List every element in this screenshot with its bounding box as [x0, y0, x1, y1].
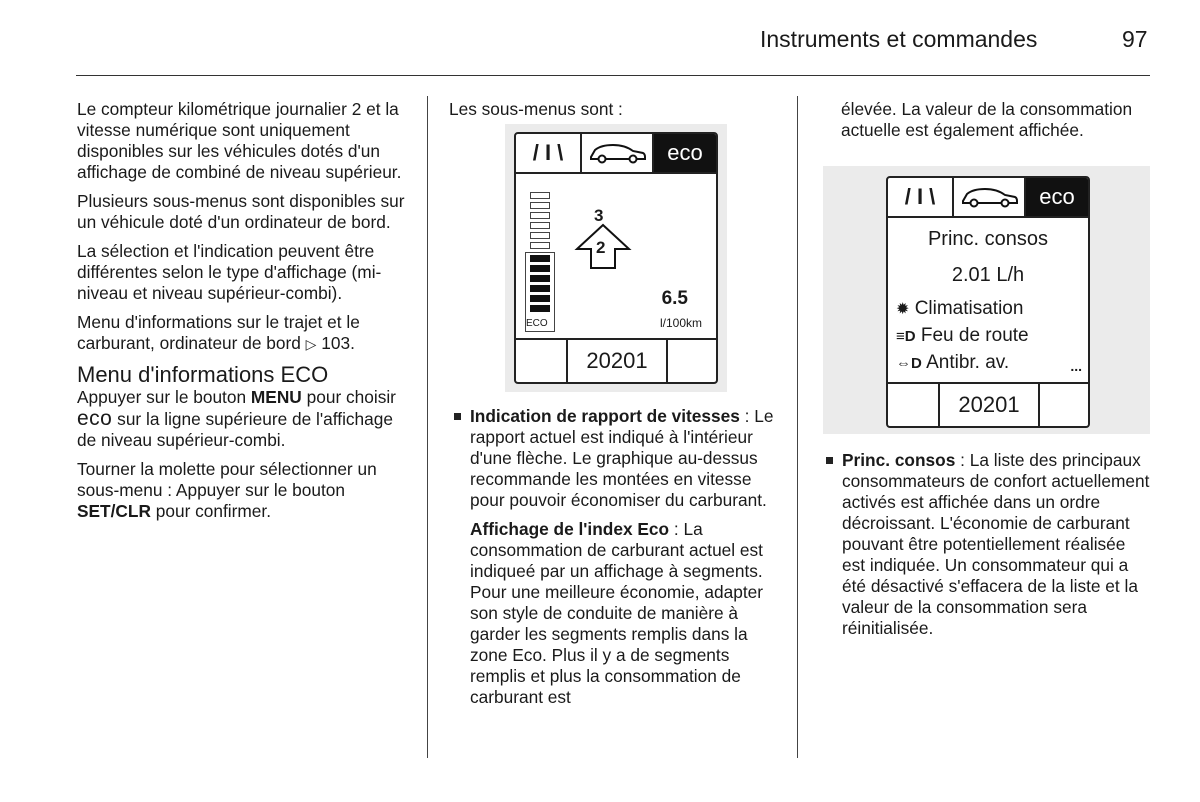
- column-divider-1: [427, 96, 428, 758]
- column-1: [77, 99, 409, 530]
- paragraph: Le compteur kilométrique journalier 2 et la vitesse numérique sont uniquement disponibles sur les véhicules dotés d'un affichage de combiné de niveau supérieur.: [77, 99, 402, 182]
- current-gear: 2: [596, 238, 606, 257]
- column-3-intro: [841, 99, 1153, 149]
- fog-light-icon: ⇔D: [896, 355, 922, 372]
- consumption-unit: l/100km: [659, 316, 702, 330]
- bullet-square-icon: [454, 413, 461, 420]
- screen-title: Princ. consos: [927, 228, 1049, 250]
- bullet-square-icon: [826, 457, 833, 464]
- text: pour choisir: [306, 387, 396, 407]
- odometer-cell-right: [1040, 384, 1088, 426]
- sub-text: : La consommation de carburant actuel est indiqueé par un affichage à segments. Pour une meilleure économie, adapter son style de conduite de manière à garder les segments remplis dans la zone Eco. Plus il y a de segments remplis et plus la consommation de carburant est: [470, 519, 763, 707]
- odometer-cell-left: [516, 340, 568, 382]
- text: Tourner la molette pour sélectionner un sous-menu : Appuyer sur le bouton: [77, 459, 377, 500]
- eco-segment-filled: [530, 265, 550, 272]
- high-beam-icon: ≡D: [896, 328, 916, 345]
- bullet-text: : Le rapport actuel est indiqué à l'intérieur d'une flèche. Le graphique au-dessus recommande les montées en vitesse pour pouvoir économiser du carburant.: [470, 406, 774, 510]
- sub-paragraph: [452, 519, 782, 708]
- text: sur la ligne supérieure de l'affichage de niveau supérieur-combi.: [77, 409, 393, 450]
- consumer-item: [896, 352, 1009, 374]
- tab-eco: eco: [654, 134, 716, 172]
- consumption-value: 6.5: [661, 288, 688, 309]
- eco-segment-filled: [530, 295, 550, 302]
- road-icon: / I \: [888, 178, 954, 216]
- paragraph: Les sous-menus sont :: [449, 99, 623, 119]
- consumers-screen: [886, 176, 1090, 428]
- text: pour confirmer.: [155, 501, 272, 521]
- text: Appuyer sur le bouton: [77, 387, 247, 407]
- paragraph: Plusieurs sous-menus sont disponibles sur un véhicule doté d'un ordinateur de bord.: [77, 191, 405, 232]
- screen-tabs: [888, 178, 1088, 218]
- eco-segment: [530, 212, 550, 219]
- page-reference: 103.: [321, 333, 355, 353]
- odometer: 20201: [568, 340, 668, 382]
- consumer-label: Climatisation: [914, 298, 1024, 319]
- odometer-row: [516, 338, 716, 382]
- paragraph: [77, 387, 409, 451]
- bullet-item: [452, 406, 782, 511]
- eco-segment: [530, 222, 550, 229]
- climate-icon: ✹: [896, 301, 910, 318]
- sub-title: Affichage de l'index Eco: [470, 519, 670, 539]
- odometer-cell-right: [668, 340, 716, 382]
- screen-tabs: [516, 134, 716, 174]
- bullet-title: Indication de rapport de vitesses: [470, 406, 740, 426]
- eco-segment: [530, 232, 550, 239]
- section-title: Instruments et commandes: [760, 26, 1038, 52]
- paragraph: élevée. La valeur de la consommation actuelle est également affichée.: [841, 99, 1133, 140]
- set-clr-button-label: SET/CLR: [77, 501, 151, 521]
- gear-eco-screen: [514, 132, 718, 384]
- bullet-title: Princ. consos: [842, 450, 956, 470]
- car-icon: [954, 178, 1026, 216]
- more-indicator: ...: [1070, 358, 1082, 374]
- column-divider-2: [797, 96, 798, 758]
- consumption-rate: 2.01 L/h: [951, 264, 1025, 286]
- consumer-item: [896, 298, 1023, 320]
- eco-segment-filled: [530, 255, 550, 262]
- column-2-text: [452, 406, 782, 716]
- text: Menu d'informations sur le trajet et le carburant, ordinateur de bord: [77, 312, 360, 353]
- paragraph: [77, 312, 409, 355]
- road-icon: / I \: [516, 134, 582, 172]
- page-number: 97: [1122, 26, 1148, 52]
- consumer-label: Feu de route: [920, 325, 1029, 346]
- tab-eco: eco: [1026, 178, 1088, 216]
- header-rule: [76, 75, 1150, 76]
- eco-segment-filled: [530, 285, 550, 292]
- eco-zone-label: ECO: [526, 318, 548, 329]
- paragraph: La sélection et l'indication peuvent être différentes selon le type d'affichage (mi-niveau et niveau supérieur-combi).: [77, 241, 382, 303]
- consumer-label: Antibr. av.: [926, 352, 1010, 373]
- recommended-gear: 3: [594, 206, 604, 225]
- odometer-row: [888, 382, 1088, 426]
- eco-segment: [530, 202, 550, 209]
- odometer-cell-left: [888, 384, 940, 426]
- paragraph: [77, 459, 409, 522]
- odometer: 20201: [940, 384, 1040, 426]
- eco-segment: [530, 192, 550, 199]
- eco-segment-filled: [530, 305, 550, 312]
- eco-segment: [530, 242, 550, 249]
- car-icon: [582, 134, 654, 172]
- bullet-text: : La liste des principaux consommateurs de confort actuellement activés est affichée dans un ordre décroissant. L'économie de carburant pouvant être potentiellement réalisée est indiquée. Un consommateur qui a été désactivé s'effacera de la liste et la valeur de la consommation sera réinitialisée.: [842, 450, 1150, 638]
- reference-arrow-icon: ▷: [305, 336, 317, 352]
- eco-segment-filled: [530, 275, 550, 282]
- column-3-text: [824, 450, 1152, 647]
- bullet-item: [824, 450, 1152, 639]
- eco-label: eco: [77, 407, 113, 430]
- menu-button-label: MENU: [250, 387, 302, 407]
- consumer-item: [896, 325, 1029, 347]
- section-heading: Menu d'informations ECO: [77, 362, 329, 387]
